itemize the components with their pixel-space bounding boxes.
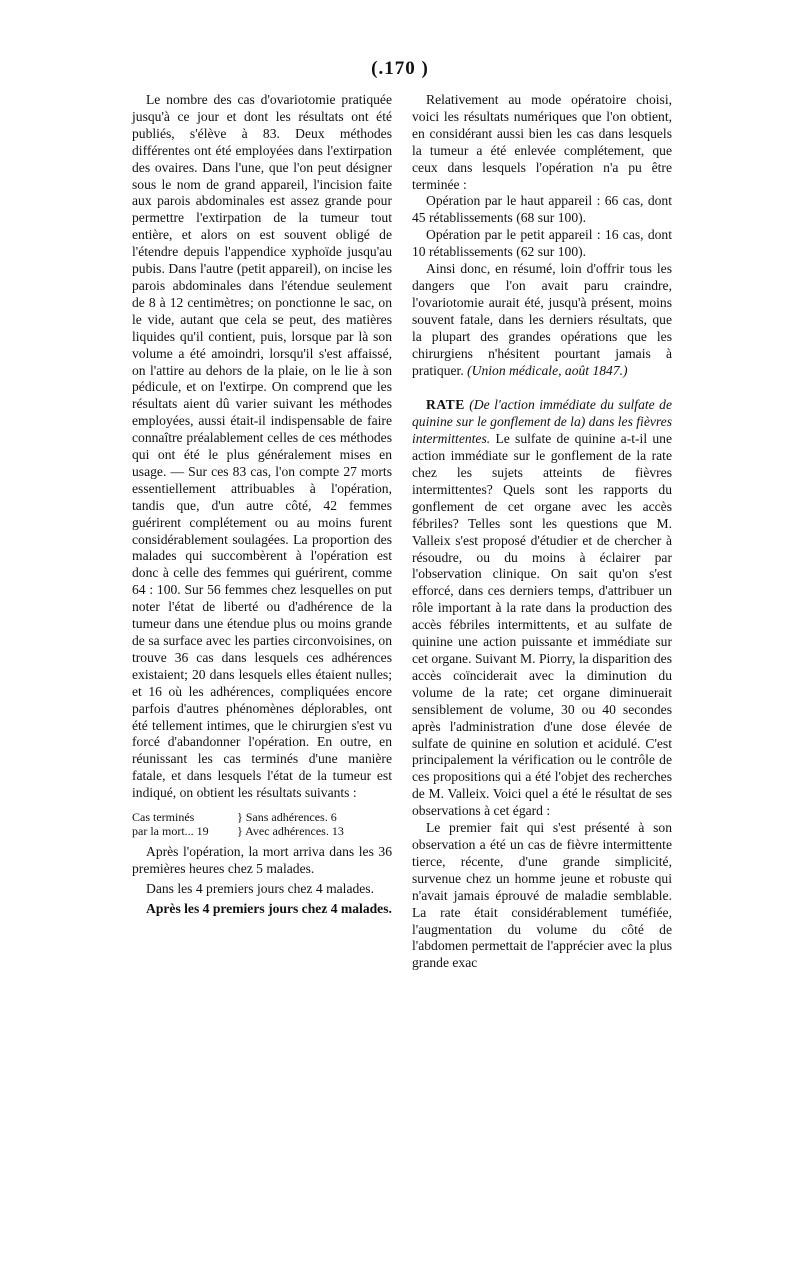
right-paragraph-5: Le sulfate de quinine a-t-il une action immédiate sur le gonflement de la rate chez les sujets atteints de fièvres intermittentes? Quels sont les rapports du gonflement de cet organe avec les accès fébriles? Telles sont les questions que M. Valleix s'est proposé d'étudier et de chercher à résoudre, ou du moins à éclairer par l'observation clinique. On sait qu'on s'est efforcé, dans ces derniers temps, d'attribuer un rôle important à la rate dans la production des accès fébriles intermittents, et au sulfate de quinine une action puissante et immédiate sur cet organe. Suivant M. Piorry, la disparition des accès coïnciderait avec la diminution du volume de la rate; cet organe diminuerait sensiblement de volume, 30 ou 40 secondes après l'administration d'une dose élevée de sulfate de quinine en solution et acidulé. C'est principalement la vérification ou le contrôle de ces propositions qui a été l'objet des recherches de M. Valleix. Voici quel a été le résultat de ses observations à cet égard :: [412, 431, 673, 819]
right-paragraph-4: [412, 261, 672, 379]
section-heading: [412, 397, 672, 820]
page-number: (.170 ): [371, 58, 429, 79]
right-paragraph-2: Opération par le haut appareil : 66 cas, dont 45 rétablissements (68 sur 100).: [412, 193, 672, 226]
left-column: [132, 92, 392, 918]
left-paragraph-4: Après les 4 premiers jours chez 4 malades.: [146, 900, 392, 916]
right-paragraph-1: Relativement au mode opératoire choisi, voici les résultats numériques que l'on obtient, en considérant aussi bien les cas dans lesquels la tumeur a été enlevée complétement, que ceux dans lesquels l'opération n'a pu être terminée :: [412, 92, 672, 192]
left-paragraph-3: Dans les 4 premiers jours chez 4 malades.: [146, 880, 375, 896]
left-paragraph-1: Le nombre des cas d'ovariotomie pratiquée jusqu'à ce jour et dont les résultats ont été publiés, s'élève à 83. Deux méthodes différentes ont été employées dans l'extirpation des ovaires. Dans l'une, que l'on peut désigner sous le nom de grand appareil, l'incision faite aux parois abdominales est assez grande pour permettre l'extirpation de la tumeur tout entière, et alors on est souvent obligé de l'étendre depuis l'appendice xyphoïde jusqu'au pubis. Dans l'autre (petit appareil), on incise les parois abdominales dans l'étendue seulement de 8 à 12 centimètres; on ponctionne le sac, on le vide, autant que cela se peut, des matières liquides qu'il contient, puis, lorsque par là son volume a été amoindri, lorsqu'il s'est affaissé, on l'attire au dehors de la plaie, on le lie à son pédicule, et on l'extirpe. On comprend que les résultats aient dû varier suivant les méthodes employées, aussi était-il indispensable de faire connaître préalablement celles de ces méthodes qui ont été le plus généralement mises en usage. — Sur ces 83 cas, l'on compte 27 morts essentiellement attribuables à l'opération, tandis que, d'un autre côté, 42 femmes guérirent complétement ou au moins furent considérablement soulagées. La proportion des malades qui succombèrent à l'opération est donc à celle des femmes qui guérirent, comme 64 : 100. Sur 56 femmes chez lesquelles on put noter l'état de liberté ou d'adhérence de la tumeur dans une étendue plus ou moins grande de sa surface avec les parties circonvoisines, on trouve 36 cas dans lesquels ces adhérences existaient; 20 dans lesquels elles étaient nulles; et 16 où les adhérences, compliquées encore parfois d'autres phénomènes déplorables, ont été tellement intimes, que le chirurgien s'est vu forcé d'abandonner l'opération. En outre, en réunissant les cas terminés d'une manière fatale, et dans lesquels l'état de la tumeur est indiqué, on obtient les résultats suivants :: [132, 92, 392, 801]
right-column: [412, 92, 672, 972]
stats-row-1: [132, 810, 392, 824]
conclusion-text: Ainsi donc, en résumé, loin d'offrir tous les dangers que l'on avait paru craindre, l'ovariotomie aurait été, jusqu'à présent, moins souvent fatale, dans les derniers résultats, que la plupart des grandes opérations que les chirurgiens n'hésitent pourtant jamais à pratiquer.: [412, 261, 672, 378]
stats-label-1: Cas terminés: [132, 810, 195, 825]
left-paragraph-2: Après l'opération, la mort arriva dans les 36 premières heures chez 5 malades.: [132, 844, 392, 876]
stats-label-2: par la mort... 19: [132, 824, 209, 839]
section-keyword: RATE: [426, 397, 465, 413]
mortality-stats: [132, 810, 392, 838]
section-title: (De l'action immédiate du sulfate de quinine sur le gonflement de la) dans les fièvres intermittentes.: [412, 397, 672, 447]
stats-row-2: [132, 824, 392, 838]
right-paragraph-3: Opération par le petit appareil : 16 cas, dont 10 rétablissements (62 sur 100).: [412, 227, 672, 260]
right-paragraph-6: Le premier fait qui s'est présenté à son observation a été un cas de fièvre intermittente tierce, récente, d'une grande simplicité, survenue chez un homme jeune et robuste qui n'avait jamais éprouvé de maladie semblable. La rate était considérablement tuméfiée, l'augmentation du volume du côté de l'abdomen permettait de l'apprécier avec la plus grande exac: [412, 820, 672, 971]
stats-value-2: } Avec adhérences. 13: [237, 824, 344, 839]
source-citation: (Union médicale, août 1847.): [467, 362, 628, 378]
stats-value-1: } Sans adhérences. 6: [237, 810, 337, 825]
